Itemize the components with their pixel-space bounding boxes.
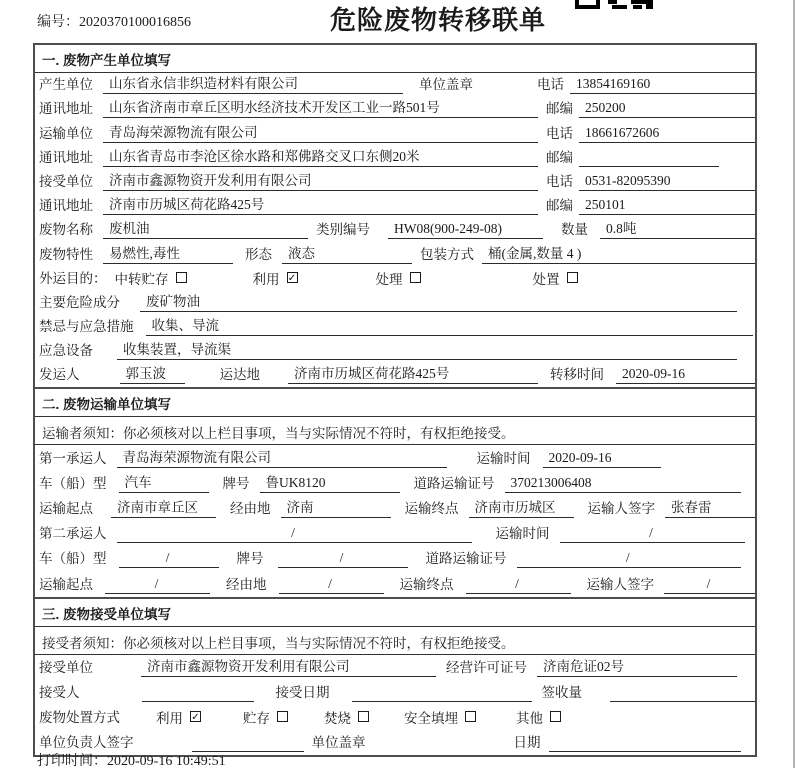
field-value: 2020-09-16 [543, 450, 661, 468]
field-label: 签收量 [541, 684, 582, 700]
field-label: 第一承运人 [39, 450, 107, 466]
field-label: 道路运输证号 [413, 475, 495, 491]
field-label: 运输起点 [39, 576, 93, 592]
section-transporter [35, 387, 755, 596]
field-value: 山东省永信非织造材料有限公司 [103, 73, 403, 94]
field-label: 运输终点 [404, 501, 459, 516]
field-label: 废物名称 [39, 222, 93, 238]
field-value: 收集装置，导流渠 [117, 339, 737, 360]
field-value: 济南市章丘区 [111, 496, 216, 518]
field-label: 数量 [561, 222, 588, 238]
checkbox-item [404, 707, 476, 727]
field-value: 山东省青岛市李沧区徐水路和郑佛路交叉口东侧20米 [103, 146, 538, 167]
section-producer-header: 一. 废物产生单位填写 [35, 45, 755, 73]
field-label: 应急设备 [39, 343, 93, 359]
field-label: 单位盖章 [311, 734, 366, 750]
form-title: 危险废物转移联单 [330, 5, 547, 35]
form-row [35, 339, 755, 363]
field-label: 类别编号 [316, 222, 370, 238]
field-label: 接受单位 [39, 173, 93, 189]
field-value: 250101 [579, 197, 755, 215]
field-value: 易燃性,毒性 [103, 242, 233, 263]
form-row [35, 194, 755, 218]
field-label: 运输时间 [476, 450, 531, 466]
field-value: 2020-09-16 [616, 366, 755, 384]
field-value: 收集、导流 [146, 315, 754, 336]
checkbox-item [376, 268, 421, 288]
checkbox-item [516, 707, 561, 727]
print-time: 打印时间：2020-09-16 10:49:51 [37, 754, 226, 769]
field-label: 经由地 [230, 501, 271, 516]
form-row [35, 315, 755, 339]
checkbox-label: 其他 [516, 710, 543, 726]
qr-module [608, 0, 617, 4]
form-row [35, 471, 755, 496]
field-label: 接受人 [39, 684, 80, 700]
field-label: 产生单位 [39, 77, 93, 93]
field-label: 道路运输证号 [425, 551, 507, 567]
field-value [610, 687, 755, 702]
checkbox-label: 焚烧 [324, 710, 351, 726]
field-label: 电话 [546, 125, 573, 141]
field-value [142, 687, 254, 702]
field-value: 济南市历城区荷花路425号 [288, 363, 538, 384]
field-value: / [117, 525, 472, 543]
checkbox-unchecked [550, 711, 561, 722]
form-row [35, 170, 755, 194]
field-label: 主要危险成分 [39, 294, 120, 310]
field-label: 日期 [513, 734, 541, 750]
field-value: 鲁UK8120 [260, 471, 400, 493]
checkbox-unchecked [176, 272, 187, 283]
field-label: 运输人签字 [586, 576, 654, 592]
checkbox-unchecked [465, 711, 476, 722]
field-value: 0.8吨 [600, 218, 755, 239]
field-label: 运达地 [219, 367, 260, 383]
field-value: 汽车 [119, 471, 209, 493]
checkbox-unchecked [567, 272, 578, 283]
field-value: 液态 [282, 242, 412, 263]
field-value: / [466, 576, 571, 594]
checkbox-item [115, 268, 187, 288]
field-label: 邮编 [546, 101, 573, 117]
field-value [549, 737, 742, 752]
qr-module [612, 5, 627, 9]
form-row [35, 291, 755, 315]
section-receiver-rows [35, 655, 755, 755]
field-value: 0531-82095390 [579, 173, 755, 191]
section-transporter-header: 二. 废物运输单位填写 [35, 389, 755, 417]
field-label: 电话 [546, 173, 573, 189]
form-table [33, 43, 757, 757]
field-label: 禁忌与应急措施 [39, 319, 134, 335]
field-label: 运输单位 [39, 125, 93, 141]
checkbox-item [243, 707, 288, 727]
field-label: 经营许可证号 [446, 659, 527, 675]
field-label: 第二承运人 [39, 526, 107, 542]
field-value: 青岛海荣源物流有限公司 [117, 446, 447, 468]
form-row [35, 121, 755, 145]
qr-module [646, 3, 653, 9]
field-label: 车（船）型 [39, 475, 107, 491]
field-value: / [560, 525, 745, 543]
field-value: 济南市历城区 [469, 496, 574, 518]
field-label: 废物特性 [39, 246, 93, 262]
qr-module [633, 5, 642, 9]
field-value: 济南市鑫源物资开发利用有限公司 [103, 170, 538, 191]
field-label: 车（船）型 [39, 551, 107, 567]
checkbox-item [324, 707, 369, 727]
field-label: 接受单位 [39, 659, 93, 675]
checkbox-item [533, 268, 578, 288]
field-value: 济南市历城区荷花路425号 [103, 194, 538, 215]
checkbox-label: 安全填埋 [404, 710, 458, 726]
field-label: 外运目的： [39, 270, 107, 286]
field-value: 青岛海荣源物流有限公司 [103, 121, 538, 142]
checkbox-checked: ✓ [287, 273, 297, 285]
section-transporter-rows [35, 445, 755, 596]
field-label: 单位负责人签字 [39, 734, 134, 750]
form-row [35, 496, 755, 521]
form-row [35, 146, 755, 170]
field-value: 济南 [281, 496, 391, 518]
form-row [35, 242, 755, 266]
field-value: / [664, 576, 755, 594]
form-row [35, 680, 755, 705]
checkbox-item [253, 268, 298, 288]
field-label: 电话 [537, 77, 564, 93]
form-row [35, 521, 755, 546]
field-value: / [278, 550, 408, 568]
field-label: 废物处置方式 [39, 709, 120, 725]
checkbox-label: 处置 [532, 271, 560, 287]
checkbox-label: 中转贮存 [114, 271, 169, 287]
form-row [35, 546, 755, 571]
checkbox-label: 利用 [252, 271, 280, 287]
field-label: 牌号 [222, 475, 250, 491]
field-value: / [105, 576, 210, 594]
field-label: 转移时间 [550, 367, 604, 383]
field-value [352, 687, 532, 702]
form-number: 编号：2020370100016856 [37, 15, 191, 30]
form-row [35, 571, 755, 596]
section-receiver-header: 三. 废物接受单位填写 [35, 599, 755, 627]
checkbox-unchecked [277, 711, 288, 722]
field-label: 通讯地址 [39, 198, 93, 214]
field-value: 废机油 [103, 218, 308, 239]
field-label: 邮编 [546, 149, 573, 165]
qr-code-icon [575, 0, 655, 10]
form-row [35, 363, 755, 387]
form-row [35, 705, 755, 730]
field-label: 包装方式 [420, 246, 474, 262]
field-value: 18661672606 [579, 125, 755, 143]
field-label: 发运人 [39, 367, 80, 383]
field-value: 山东省济南市章丘区明水经济技术开发区工业一路501号 [103, 97, 538, 118]
field-label: 运输人签字 [587, 501, 655, 516]
field-label: 通讯地址 [39, 101, 93, 117]
form-row [35, 445, 755, 470]
field-value: 张春雷 [665, 496, 755, 518]
field-value: 郭玉波 [120, 363, 185, 384]
section-producer-rows [35, 73, 755, 387]
form-row [35, 655, 755, 680]
field-label: 单位盖章 [419, 77, 473, 93]
receiver-notice: 接受者须知：你必须核对以上栏目事项，当与实际情况不符时，有权拒绝接受。 [35, 627, 755, 655]
transporter-notice: 运输者须知：你必须核对以上栏目事项，当与实际情况不符时，有权拒绝接受。 [35, 417, 755, 445]
field-value: 13854169160 [570, 76, 755, 94]
field-value: 废矿物油 [140, 291, 737, 312]
form-row [35, 97, 755, 121]
page-edge-line [793, 0, 795, 768]
section-receiver [35, 597, 755, 755]
field-label: 通讯地址 [39, 149, 93, 165]
field-label: 牌号 [236, 551, 264, 567]
field-label: 邮编 [546, 198, 573, 214]
checkbox-item [156, 707, 201, 727]
field-label: 运输时间 [495, 526, 550, 542]
field-value: / [517, 550, 742, 568]
field-label: 运输起点 [39, 501, 93, 516]
form-row [35, 73, 755, 97]
section-producer [35, 45, 755, 387]
field-value: 济南危证02号 [537, 655, 737, 677]
field-value [579, 152, 719, 167]
field-value: 250200 [579, 100, 755, 118]
field-value: 桶(金属,数量 4 ) [482, 242, 755, 263]
checkbox-label: 利用 [156, 710, 183, 726]
field-value: HW08(900-249-08) [388, 221, 543, 239]
field-value: 济南市鑫源物资开发利用有限公司 [141, 655, 436, 677]
field-label: 形态 [245, 246, 272, 262]
checkbox-unchecked [358, 711, 369, 722]
qr-finder-fragment [575, 0, 600, 9]
checkbox-unchecked [410, 272, 421, 283]
checkbox-label: 处理 [375, 271, 403, 287]
field-value: / [279, 576, 384, 594]
checkbox-label: 贮存 [243, 710, 270, 726]
field-value: 370213006408 [505, 475, 742, 493]
form-row [35, 267, 755, 291]
field-label: 经由地 [226, 576, 267, 592]
form-row [35, 218, 755, 242]
field-value: / [119, 550, 219, 568]
checkbox-checked: ✓ [191, 712, 200, 724]
field-label: 接受日期 [275, 684, 330, 700]
field-label: 运输终点 [399, 576, 454, 592]
